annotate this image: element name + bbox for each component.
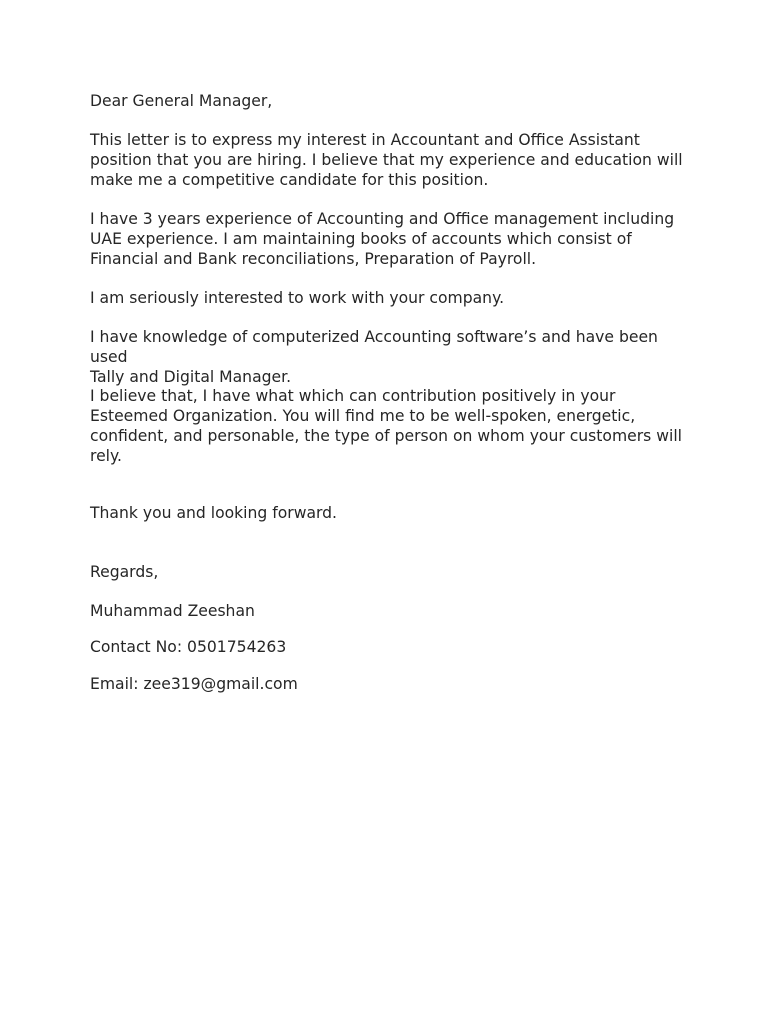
paragraph-belief: I believe that, I have what which can contribution positively in your Esteemed Organization. You will find me to be well-spoken, energetic, confident, and personable, the type of person on whom your customers will rely. xyxy=(90,387,682,465)
paragraph-knowledge: I have knowledge of computerized Accounting software’s and have been used xyxy=(90,328,658,367)
paragraph-seriously-interested: I am seriously interested to work with your company. xyxy=(90,288,505,307)
paragraph-software: Tally and Digital Manager. xyxy=(90,367,292,386)
cover-letter xyxy=(90,92,690,711)
letter-greeting: Dear General Manager, xyxy=(90,92,273,110)
signature-name: Muhammad Zeeshan xyxy=(90,602,255,621)
paragraph-interest: This letter is to express my interest in Accountant and Office Assistant position that you are hiring. I believe that my experience and education will make me a competitive candidate for this position. xyxy=(90,131,683,189)
letter-thanks: Thank you and looking forward. xyxy=(90,504,337,523)
email-address: Email: zee319@gmail.com xyxy=(90,674,298,693)
contact-number: Contact No: 0501754263 xyxy=(90,638,287,657)
letter-regards: Regards, xyxy=(90,563,159,581)
closing-spacer xyxy=(90,466,690,504)
paragraph-experience: I have 3 years experience of Accounting and Office management including UAE experience. I am maintaining books of accounts which consist of Financial and Bank reconciliations, Preparation of Payroll. xyxy=(90,210,675,268)
